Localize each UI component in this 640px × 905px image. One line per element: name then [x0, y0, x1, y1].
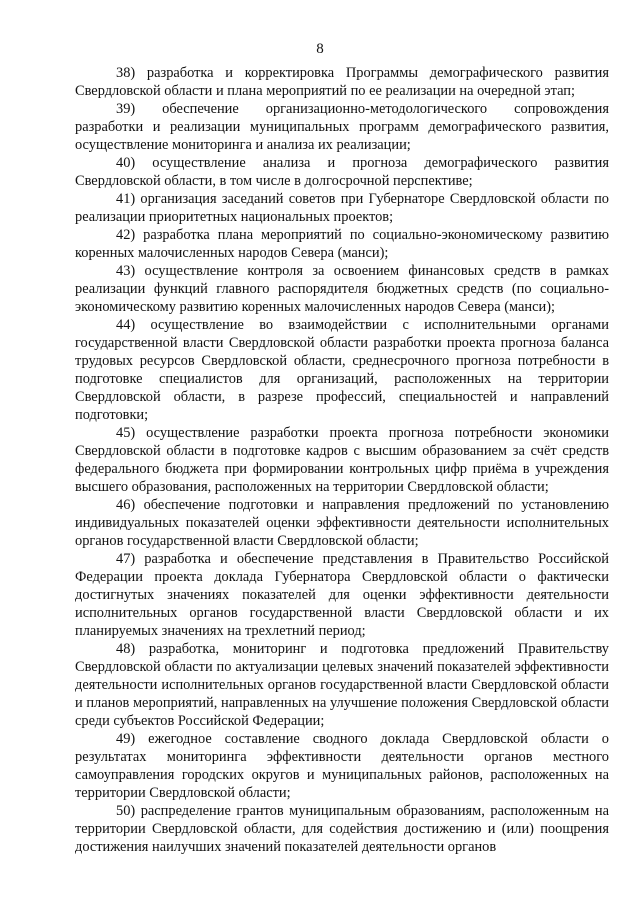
paragraph-50: 50) распределение грантов муниципальным образованиям, расположенным на территории Свердловской области, для содействия достижению и (или) поощрения достижения наилучших значений показателей деятельности органов [75, 803, 609, 855]
page-number: 8 [316, 41, 324, 57]
document-body [75, 64, 609, 856]
paragraph-48: 48) разработка, мониторинг и подготовка предложений Правительству Свердловской области по актуализации целевых значений показателей эффективности деятельности исполнительных органов государственной власти Свердловской области и планов мероприятий, направленных на улучшение положения Свердловской области среди субъектов Российской Федерации; [75, 641, 609, 729]
paragraph-46: 46) обеспечение подготовки и направления предложений по установлению индивидуальных показателей оценки эффективности деятельности исполнительных органов государственной власти Свердловской области; [75, 497, 609, 549]
paragraph-49: 49) ежегодное составление сводного доклада Свердловской области о результатах мониторинга эффективности деятельности органов местного самоуправления городских округов и муниципальных районов, расположенных на территории Свердловской области; [75, 731, 609, 801]
paragraph-38: 38) разработка и корректировка Программы демографического развития Свердловской области и плана мероприятий по ее реализации на очередной этап; [75, 65, 609, 99]
paragraph-43: 43) осуществление контроля за освоением финансовых средств в рамках реализации функций главного распорядителя бюджетных средств (по социально-экономическому развитию коренных малочисленных народов Севера (манси); [75, 263, 609, 315]
paragraph-45: 45) осуществление разработки проекта прогноза потребности экономики Свердловской области в подготовке кадров с высшим образованием за счёт средств федерального бюджета при формировании контрольных цифр приёма в учреждения высшего образования, расположенных на территории Свердловской области; [75, 425, 609, 495]
paragraph-47: 47) разработка и обеспечение представления в Правительство Российской Федерации проекта доклада Губернатора Свердловской области о фактически достигнутых значениях показателей для оценки эффективности деятельности исполнительных органов государственной власти Свердловской области и их планируемых значениях на трехлетний период; [75, 551, 609, 639]
paragraph-41: 41) организация заседаний советов при Губернаторе Свердловской области по реализации приоритетных национальных проектов; [75, 191, 609, 225]
paragraph-39: 39) обеспечение организационно-методологического сопровождения разработки и реализации муниципальных программ демографического развития, осуществление мониторинга и анализа их реализации; [75, 101, 609, 153]
paragraph-40: 40) осуществление анализа и прогноза демографического развития Свердловской области, в том числе в долгосрочной перспективе; [75, 155, 609, 189]
paragraph-44: 44) осуществление во взаимодействии с исполнительными органами государственной власти Свердловской области разработки проекта прогноза баланса трудовых ресурсов Свердловской области, среднесрочного прогноза потребности в подготовке специалистов для организаций, расположенных на территории Свердловской области, в разрезе профессий, специальностей и направлений подготовки; [75, 317, 609, 423]
paragraph-42: 42) разработка плана мероприятий по социально-экономическому развитию коренных малочисленных народов Севера (манси); [75, 227, 609, 261]
